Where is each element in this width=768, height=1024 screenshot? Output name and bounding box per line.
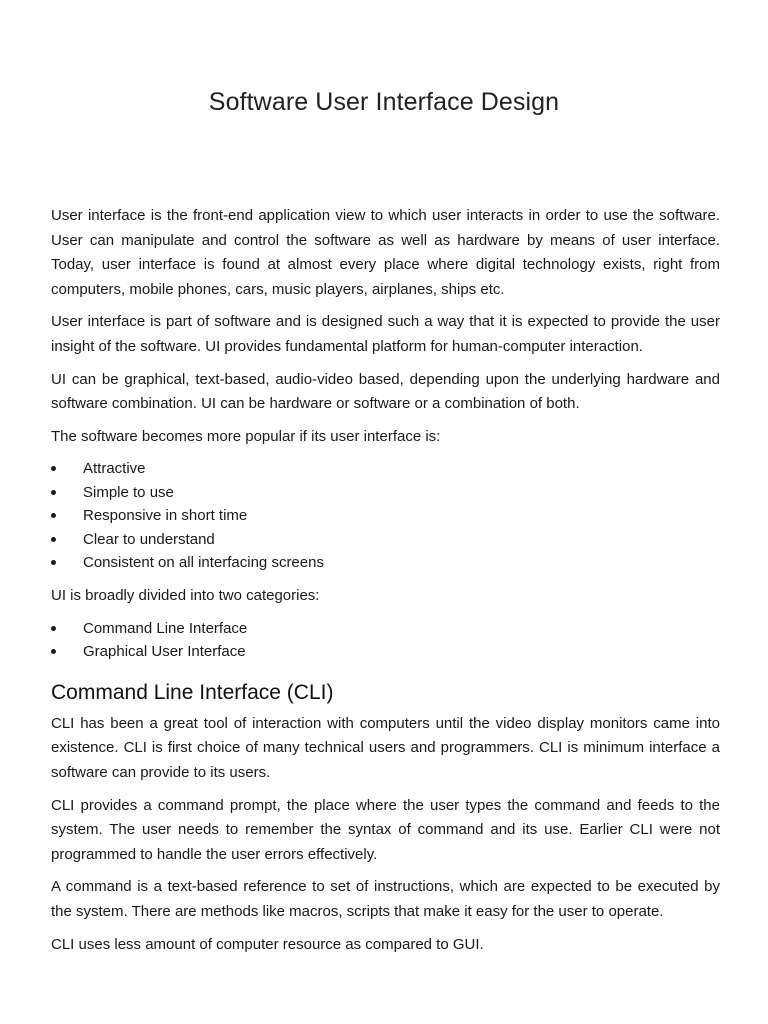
page-title: Software User Interface Design bbox=[208, 88, 560, 116]
cli-paragraph: CLI has been a great tool of interaction with computers until the video display monitors came into existence. CLI is first choice of many technical users and programmers. CLI is minimum interface a software can provide to its users. bbox=[51, 714, 720, 781]
bullet-icon bbox=[51, 513, 56, 518]
bullet-icon bbox=[51, 490, 56, 495]
list-item-text: Responsive in short time bbox=[83, 507, 248, 525]
document-body bbox=[51, 204, 720, 965]
cli-paragraph: CLI provides a command prompt, the place where the user types the command and feeds to the system. The user needs to remember the syntax of command and its use. Earlier CLI were not programmed to handle the user errors effectively. bbox=[51, 796, 720, 863]
ui-categories-list bbox=[51, 617, 720, 664]
list-item bbox=[51, 481, 720, 504]
cli-paragraph: A command is a text-based reference to set of instructions, which are expected to be executed by the system. There are methods like macros, scripts that make it easy for the user to operate. bbox=[51, 878, 720, 920]
list-item-text: Graphical User Interface bbox=[83, 643, 246, 661]
list-item-text: Attractive bbox=[83, 460, 146, 478]
bullet-icon bbox=[51, 537, 56, 542]
bullet-icon bbox=[51, 649, 56, 654]
categories-intro: UI is broadly divided into two categories: bbox=[51, 587, 320, 605]
bullet-icon bbox=[51, 626, 56, 631]
list-item bbox=[51, 504, 720, 527]
list-item bbox=[51, 640, 720, 663]
list-item-text: Simple to use bbox=[83, 483, 174, 501]
list-item bbox=[51, 457, 720, 480]
intro-paragraph: The software becomes more popular if its user interface is: bbox=[51, 427, 441, 445]
cli-section-heading: Command Line Interface (CLI) bbox=[51, 680, 334, 704]
intro-paragraph: User interface is part of software and is designed such a way that it is expected to provide the user insight of the software. UI provides fundamental platform for human-computer interaction. bbox=[51, 313, 720, 355]
list-item bbox=[51, 551, 720, 574]
list-item-text: Clear to understand bbox=[83, 530, 215, 548]
list-item bbox=[51, 528, 720, 551]
popular-qualities-list bbox=[51, 457, 720, 574]
list-item-text: Command Line Interface bbox=[83, 619, 248, 637]
intro-paragraph: User interface is the front-end application view to which user interacts in order to use the software. User can manipulate and control the software as well as hardware by means of user interface. Today, user interface is found at almost every place where digital technology exists, right from computers, mobile phones, cars, music players, airplanes, ships etc. bbox=[51, 207, 720, 298]
bullet-icon bbox=[51, 466, 56, 471]
bullet-icon bbox=[51, 560, 56, 565]
list-item bbox=[51, 617, 720, 640]
intro-paragraph: UI can be graphical, text-based, audio-video based, depending upon the underlying hardware and software combination. UI can be hardware or software or a combination of both. bbox=[51, 370, 720, 413]
cli-paragraph: CLI uses less amount of computer resource as compared to GUI. bbox=[51, 935, 484, 953]
list-item-text: Consistent on all interfacing screens bbox=[83, 553, 324, 571]
